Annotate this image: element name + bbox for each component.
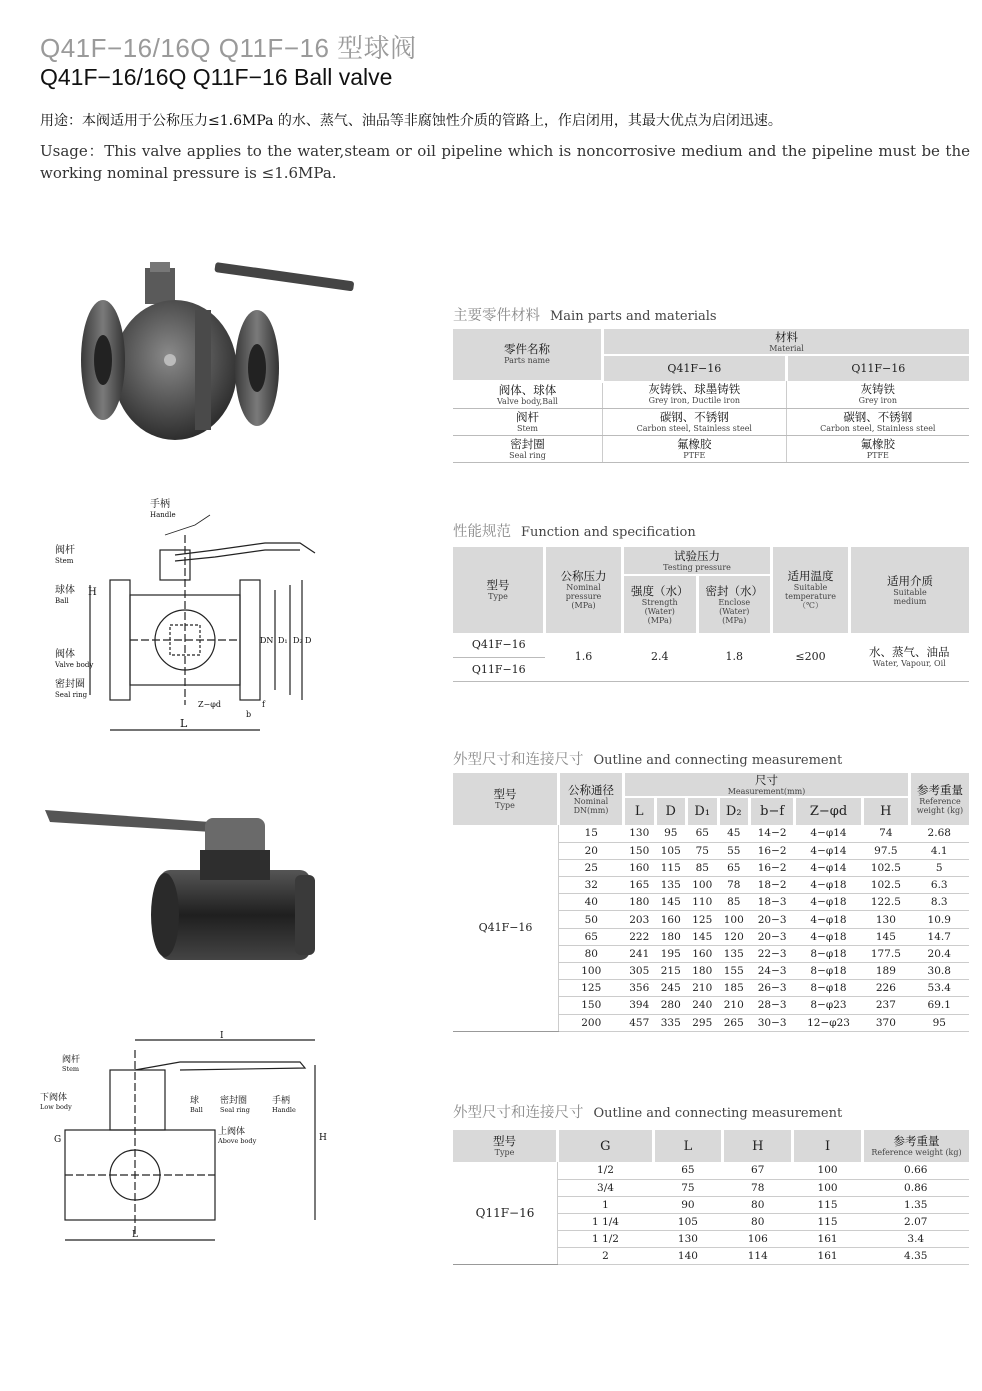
table-row: 2 140 114 161 4.35	[453, 1247, 969, 1264]
label-handle-en: Handle	[150, 511, 176, 519]
page-title-cn: Q41F−16/16Q Q11F−16 型球阀	[40, 33, 417, 63]
label2-seal-en: Seal ring	[220, 1106, 250, 1114]
dim-f: f	[262, 700, 265, 709]
threaded-ball-valve-photo	[40, 800, 330, 970]
dim-L: L	[180, 717, 188, 730]
table-row: Q11F−16	[453, 657, 969, 681]
o2-col-2: H	[723, 1130, 793, 1162]
table-row: 1 90 80 115 1.35	[453, 1196, 969, 1213]
outline1-table	[453, 773, 969, 1032]
label-handle-cn: 手柄	[150, 499, 170, 510]
table-row: 阀杆 Stem 碳钢、不锈钢 Carbon steel, Stainless steel 碳钢、不锈钢 Carbon steel, Stainless steel	[453, 408, 969, 435]
spec-col-type: 型号 Type	[453, 547, 545, 633]
o1-col-3: D₂	[718, 797, 750, 825]
table-row: 80 241 195 160 135 22−3 8−φ18 177.5 20.4	[453, 945, 969, 962]
dim-DN: DN	[260, 636, 274, 645]
spec-col-np: 公称压力 Nominal pressure (MPa)	[545, 547, 623, 633]
label-seal-cn: 密封圈	[55, 679, 85, 690]
o1-col-2: D₁	[687, 797, 719, 825]
table-row: Q41F−16 1.6 2.4 1.8 ≤200 水、蒸气、油品 Water, Vapour, Oil	[453, 633, 969, 657]
label2-handle-en: Handle	[272, 1106, 296, 1114]
spec-col-strength: 强度（水） Strength (Water) (MPa)	[623, 575, 698, 633]
o2-model: Q11F−16	[453, 1162, 558, 1264]
dim-D2: D₂	[293, 636, 303, 645]
label-ball-cn: 球体	[55, 585, 75, 596]
o2-col-wt: 参考重量 Reference weight (kg)	[863, 1130, 970, 1162]
usage-en: Usage：This valve applies to the water,steam or oil pipeline which is noncorrosive medium and the pipeline must be the working nominal pressure is ≤1.6MPa.	[40, 142, 970, 182]
o1-col-meas: 尺寸 Measurement(mm)	[624, 773, 910, 797]
threaded-valve-drawing	[40, 1030, 340, 1250]
spec-col-med: 适用介质 Suitable medium	[850, 547, 970, 633]
label2-stem-en: Stem	[62, 1065, 80, 1073]
table-row: 3/4 75 78 100 0.86	[453, 1179, 969, 1196]
label2-ball-cn: 球	[190, 1096, 200, 1106]
dim-D1: D₁	[278, 636, 288, 645]
col-model-q41: Q41F−16	[603, 355, 787, 381]
table-row: 32 165 135 100 78 18−2 4−φ18 102.5 6.3	[453, 877, 969, 894]
label2-handle-cn: 手柄	[272, 1096, 291, 1106]
materials-heading: 主要零件材料 Main parts and materials	[453, 308, 717, 324]
usage-cn: 用途：本阀适用于公称压力≤1.6MPa 的水、蒸气、油品等非腐蚀性介质的管路上，作启闭用，其最大优点为启闭迅速。	[40, 113, 782, 129]
table-row: 20 150 105 75 55 16−2 4−φ14 97.5 4.1	[453, 842, 969, 859]
table-row: 150 394 280 240 210 28−3 8−φ23 237 69.1	[453, 997, 969, 1014]
label2-ball-en: Ball	[190, 1106, 203, 1114]
label2-seal-cn: 密封圈	[220, 1096, 248, 1106]
label-ball-en: Ball	[55, 597, 69, 605]
col-part: 零件名称 Parts name	[453, 329, 603, 381]
o1-col-0: L	[624, 797, 656, 825]
table-row: 密封圈 Seal ring 氟橡胶 PTFE 氟橡胶 PTFE	[453, 435, 969, 462]
dim2-L: L	[132, 1230, 138, 1240]
dim2-H: H	[319, 1133, 327, 1143]
o2-col-0: G	[558, 1130, 654, 1162]
spec-table	[453, 547, 969, 682]
spec-col-tp: 试验压力 Testing pressure	[623, 547, 772, 575]
o1-col-wt: 参考重量 Reference weight (kg)	[910, 773, 970, 825]
dim2-G: G	[54, 1135, 62, 1145]
outline2-heading: 外型尺寸和连接尺寸 Outline and connecting measurement	[453, 1105, 843, 1121]
o1-col-type: 型号 Type	[453, 773, 559, 825]
table-row: 50 203 160 125 100 20−3 4−φ18 130 10.9	[453, 911, 969, 928]
o2-col-1: L	[653, 1130, 723, 1162]
table-row: 200 457 335 295 265 30−3 12−φ23 370 95	[453, 1014, 969, 1031]
materials-table	[453, 329, 969, 463]
dim-b: b	[246, 710, 252, 719]
table-row: 100 305 215 180 155 24−3 8−φ18 189 30.8	[453, 963, 969, 980]
dim-D: D	[305, 636, 312, 645]
o1-col-4: b−f	[750, 797, 795, 825]
table-row: 65 222 180 145 120 20−3 4−φ18 145 14.7	[453, 928, 969, 945]
label-body-en: Valve body	[55, 661, 94, 669]
table-row: Q11F−16 1/2 65 67 100 0.66	[453, 1162, 969, 1179]
dim-H: H	[88, 587, 97, 598]
table-row: 阀体、球体 Valve body,Ball 灰铸铁、球墨铸铁 Grey iron, Ductile iron 灰铸铁 Grey iron	[453, 381, 969, 408]
col-model-q11: Q11F−16	[786, 355, 969, 381]
outline1-heading: 外型尺寸和连接尺寸 Outline and connecting measurement	[453, 752, 843, 768]
label-seal-en: Seal ring	[55, 691, 88, 699]
table-row: 25 160 115 85 65 16−2 4−φ14 102.5 5	[453, 859, 969, 876]
dim-zd: Z−φd	[198, 700, 221, 709]
o1-col-5: Z−φd	[795, 797, 862, 825]
table-row: 1 1/2 130 106 161 3.4	[453, 1230, 969, 1247]
flanged-ball-valve-photo	[75, 250, 365, 460]
flanged-valve-drawing	[50, 495, 370, 745]
page-title-en: Q41F−16/16Q Q11F−16 Ball valve	[40, 64, 393, 90]
table-row: 125 356 245 210 185 26−3 8−φ18 226 53.4	[453, 980, 969, 997]
table-row: 1 1/4 105 80 115 2.07	[453, 1213, 969, 1230]
label-stem-cn: 阀杆	[55, 545, 75, 556]
label2-low-cn: 下阀体	[40, 1093, 68, 1103]
outline2-table	[453, 1130, 969, 1265]
table-row: Q41F−16 15 130 95 65 45 14−2 4−φ14 74 2.68	[453, 825, 969, 842]
spec-col-enclose: 密封（水） Enclose (Water) (MPa)	[697, 575, 772, 633]
spec-heading: 性能规范 Function and specification	[453, 524, 696, 540]
o2-col-type: 型号 Type	[453, 1130, 558, 1162]
dim2-I: I	[220, 1031, 224, 1041]
label2-low-en: Low body	[40, 1103, 72, 1111]
o1-model: Q41F−16	[453, 825, 559, 1031]
spec-col-temp: 适用温度 Suitable temperature （℃）	[772, 547, 850, 633]
label-stem-en: Stem	[55, 557, 74, 565]
o2-col-3: I	[793, 1130, 863, 1162]
table-row: 40 180 145 110 85 18−3 4−φ18 122.5 8.3	[453, 894, 969, 911]
col-material: 材料 Material	[603, 329, 970, 355]
label2-above-cn: 上阀体	[218, 1127, 246, 1137]
label2-above-en: Above body	[218, 1137, 257, 1145]
o1-col-1: D	[655, 797, 687, 825]
o1-col-dn: 公称通径 Nominal DN(mm)	[559, 773, 624, 825]
label-body-cn: 阀体	[55, 649, 75, 660]
o1-col-6: H	[862, 797, 909, 825]
label2-stem-cn: 阀杆	[62, 1055, 81, 1065]
